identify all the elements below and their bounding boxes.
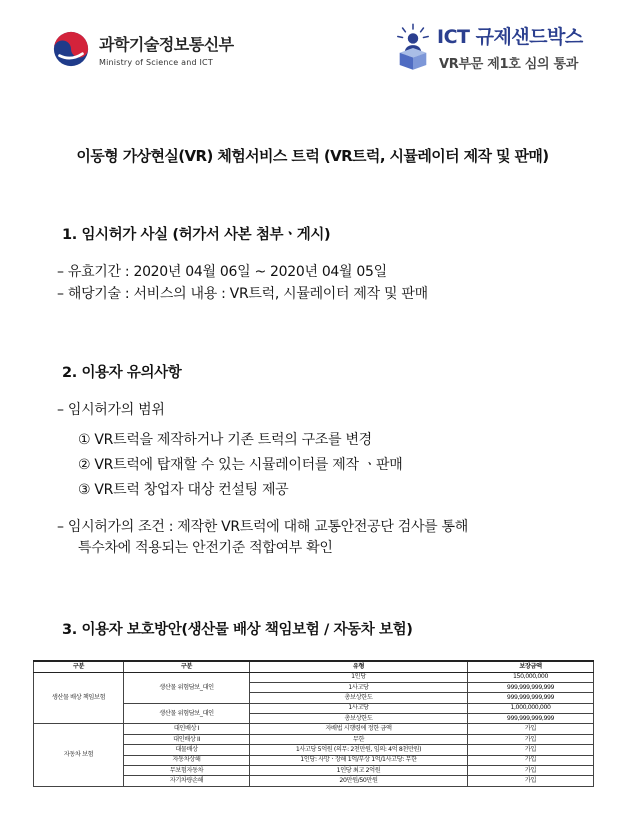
item-cell: 대인배상 I: [124, 724, 250, 734]
item-cell: 자기차량손해: [124, 776, 250, 786]
type-cell: 1사고당 5억원 (의무: 2천만원, 임의: 4억 8천만원): [250, 745, 468, 755]
condition-line-2: 특수차에 적용되는 안전기준 적합여부 확인: [78, 540, 333, 556]
person-with-box-icon: [394, 22, 432, 72]
item-cell: 대물배상: [124, 745, 250, 755]
technology-description: – 해당기술 : 서비스의 내용 : VR트럭, 시뮬레이터 제작 및 판매: [57, 286, 428, 302]
amount-cell: 150,000,000: [468, 672, 594, 682]
header-amount: 보장금액: [468, 661, 594, 672]
amount-cell: 1,000,000,000: [468, 703, 594, 713]
subcategory-cell: 생산물 위험담보_대인: [124, 672, 250, 703]
amount-cell: 가입: [468, 776, 594, 786]
scope-item-3: ③ VR트럭 창업자 대상 컨설팅 제공: [78, 482, 289, 498]
type-cell: 1사고당: [250, 682, 468, 692]
taegeuk-emblem-icon: [52, 30, 90, 68]
type-cell: 1인당: 사망ㆍ장해 1억/부상 1억/1사고당: 무한: [250, 755, 468, 765]
item-cell: 대인배상 II: [124, 734, 250, 744]
subcategory-cell: 생산물 위험담보_대인: [124, 703, 250, 724]
ministry-name-korean: 과학기술정보통신부: [99, 34, 234, 54]
insurance-table: [33, 660, 594, 787]
category-product-liability: 생산물 배상 책임보험: [34, 672, 124, 724]
type-cell: 1사고당: [250, 703, 468, 713]
item-cell: 무보험자동차: [124, 766, 250, 776]
amount-cell: 999,999,999,999: [468, 714, 594, 724]
sandbox-title: ICT 규제샌드박스: [437, 26, 583, 48]
validity-period: – 유효기간 : 2020년 04월 06일 ~ 2020년 04월 05일: [57, 264, 387, 280]
table-row: [34, 724, 594, 734]
ministry-logo: [52, 30, 234, 68]
sandbox-subtitle: VR부문 제1호 심의 통과: [439, 57, 578, 72]
type-cell: 총보상한도: [250, 714, 468, 724]
section2-heading: 2. 이용자 유의사항: [62, 365, 182, 381]
section1-heading: 1. 임시허가 사실 (허가서 사본 첨부ㆍ게시): [62, 227, 331, 243]
table-header-row: [34, 661, 594, 672]
type-cell: 1인당 최고 2억원: [250, 766, 468, 776]
type-cell: 자배법 시행령에 정한 금액: [250, 724, 468, 734]
amount-cell: 가입: [468, 766, 594, 776]
scope-item-2: ② VR트럭에 탑재할 수 있는 시뮬레이터를 제작 ㆍ판매: [78, 457, 403, 473]
section3-heading: 3. 이용자 보호방안(생산물 배상 책임보험 / 자동차 보험): [62, 622, 413, 638]
amount-cell: 가입: [468, 745, 594, 755]
ict-sandbox-badge: [394, 22, 583, 72]
header-category: 구분: [34, 661, 124, 672]
type-cell: 무한: [250, 734, 468, 744]
scope-item-1: ① VR트럭을 제작하거나 기존 트럭의 구조를 변경: [78, 432, 372, 448]
table-row: [34, 672, 594, 682]
amount-cell: 가입: [468, 734, 594, 744]
condition-line-1: – 임시허가의 조건 : 제작한 VR트럭에 대해 교통안전공단 검사를 통해: [57, 519, 468, 535]
header-type: 유형: [250, 661, 468, 672]
category-auto-insurance: 자동차 보험: [34, 724, 124, 786]
ministry-name-english: Ministry of Science and ICT: [99, 57, 213, 67]
type-cell: 총보상한도: [250, 693, 468, 703]
type-cell: 20만원/50만원: [250, 776, 468, 786]
scope-label: – 임시허가의 범위: [57, 402, 165, 418]
document-title: 이동형 가상현실(VR) 체험서비스 트럭 (VR트럭, 시뮬레이터 제작 및 판매): [76, 147, 549, 165]
amount-cell: 가입: [468, 755, 594, 765]
amount-cell: 가입: [468, 724, 594, 734]
amount-cell: 999,999,999,999: [468, 693, 594, 703]
item-cell: 자동차상해: [124, 755, 250, 765]
amount-cell: 999,999,999,999: [468, 682, 594, 692]
page-header: [0, 0, 625, 90]
header-subcategory: 구분: [124, 661, 250, 672]
type-cell: 1인당: [250, 672, 468, 682]
